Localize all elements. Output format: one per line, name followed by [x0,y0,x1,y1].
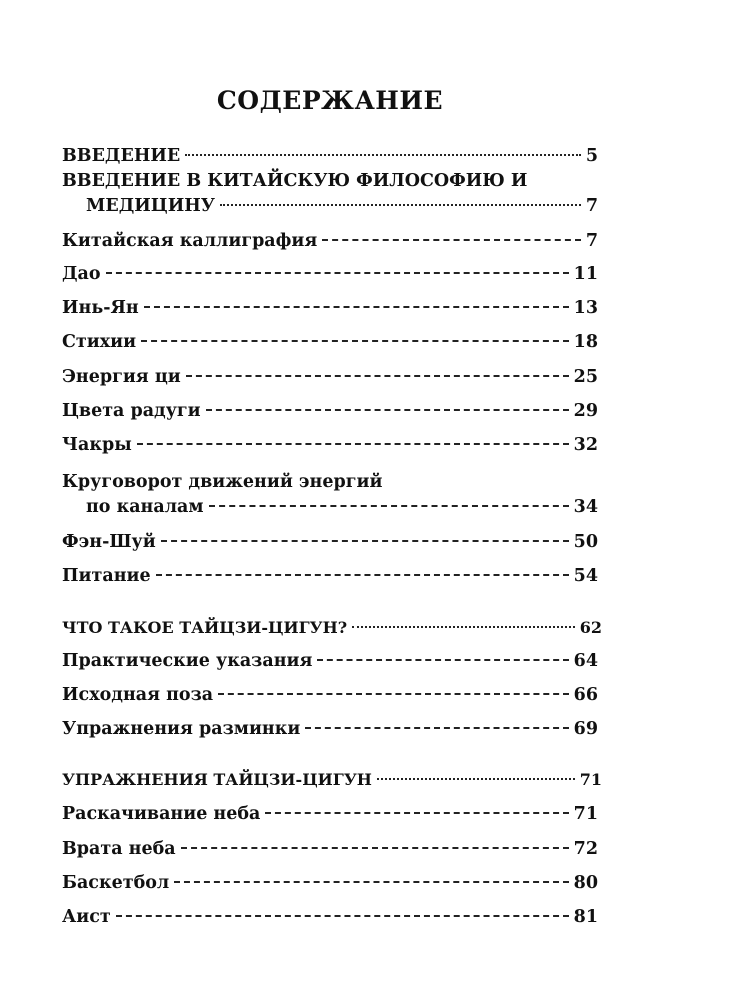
toc-entry [62,366,598,388]
toc-entry-page: 18 [573,332,598,352]
toc-entry [62,331,598,353]
toc-entry-label: Дао [62,264,101,284]
dash-leader [141,340,568,342]
toc-entry-page: 5 [585,146,598,166]
toc-entry-page: 54 [573,566,598,586]
toc-entry [62,531,598,553]
dash-leader [144,306,569,308]
toc-entry-page: 71 [579,770,602,789]
toc-entry-page: 66 [573,685,598,705]
page-title: СОДЕРЖАНИЕ [216,86,444,115]
toc-entry [86,496,598,518]
toc-entry [62,650,598,672]
dash-leader [206,409,569,411]
toc-entry-label: Аист [62,907,111,927]
dash-leader [106,272,569,274]
toc-entry-label: Упражнения разминки [62,719,301,739]
toc-entry-label: Чакры [62,435,132,455]
toc-entry-label: Цвета радуги [62,401,201,421]
toc-entry-label: Практические указания [62,651,313,671]
toc-entry-label: Исходная поза [62,685,214,705]
toc-entry-label: Раскачивание неба [62,804,261,824]
toc-entry-page: 7 [585,231,598,251]
toc-entry [62,684,598,706]
dash-leader [181,847,569,849]
toc-entry-page: 13 [573,298,598,318]
toc-entry-page: 34 [573,497,598,517]
toc-entry [62,617,602,639]
toc-entry-page: 80 [573,873,598,893]
toc-entry-label-line1: Круговорот движений энергий [62,472,383,492]
toc-entry-label: ЧТО ТАКОЕ ТАЙЦЗИ-ЦИГУН? [62,618,348,637]
toc-entry [62,434,598,456]
toc-entry [62,297,598,319]
toc-entry [86,195,598,217]
toc-entry-label: Фэн-Шуй [62,532,156,552]
toc-entry [62,838,598,860]
toc-entry-label-line1: ВВЕДЕНИЕ В КИТАЙСКУЮ ФИЛОСОФИЮ И [62,171,528,191]
toc-entry-page: 64 [573,651,598,671]
toc-entry-label: по каналам [86,497,204,517]
dash-leader [209,505,569,507]
dash-leader [317,659,568,661]
toc-entry-label: Китайская каллиграфия [62,231,318,251]
toc-entry-page: 72 [573,839,598,859]
toc-entry-page: 81 [573,907,598,927]
toc-entry-page: 25 [573,367,598,387]
dot-leader [185,154,581,156]
dash-leader [322,239,580,241]
toc-entry [62,872,598,894]
dash-leader [137,443,569,445]
toc-entry [62,769,602,791]
toc-entry-page: 62 [579,618,602,637]
toc-entry [62,145,598,167]
toc-entry [62,565,598,587]
toc-entry [62,230,598,252]
dash-leader [265,812,568,814]
toc-entry [62,718,598,740]
toc-entry-page: 69 [573,719,598,739]
dash-leader [186,375,569,377]
toc-entry-page: 71 [573,804,598,824]
toc-entry-page: 50 [573,532,598,552]
toc-entry-label: Баскетбол [62,873,170,893]
toc-entry-label: Инь-Ян [62,298,139,318]
toc-entry [62,803,598,825]
dash-leader [156,574,569,576]
dash-leader [305,727,568,729]
toc-entry-page: 32 [573,435,598,455]
toc-entry [62,263,598,285]
toc-entry-label: Энергия ци [62,367,181,387]
toc-entry-label: УПРАЖНЕНИЯ ТАЙЦЗИ-ЦИГУН [62,770,372,789]
dash-leader [218,693,569,695]
dot-leader [377,778,575,780]
toc-entry-label: Питание [62,566,151,586]
dash-leader [116,915,569,917]
dash-leader [161,540,569,542]
dash-leader [174,881,568,883]
toc-entry-label: Стихии [62,332,137,352]
toc-entry-page: 11 [573,264,598,284]
dot-leader [352,626,575,628]
toc-entry-label: МЕДИЦИНУ [86,196,215,216]
toc-entry-page: 29 [573,401,598,421]
toc-entry-label: Врата неба [62,839,176,859]
dot-leader [220,204,581,206]
toc-entry-label: ВВЕДЕНИЕ [62,146,181,166]
toc-entry [62,906,598,928]
toc-entry [62,400,598,422]
toc-entry-page: 7 [585,196,598,216]
